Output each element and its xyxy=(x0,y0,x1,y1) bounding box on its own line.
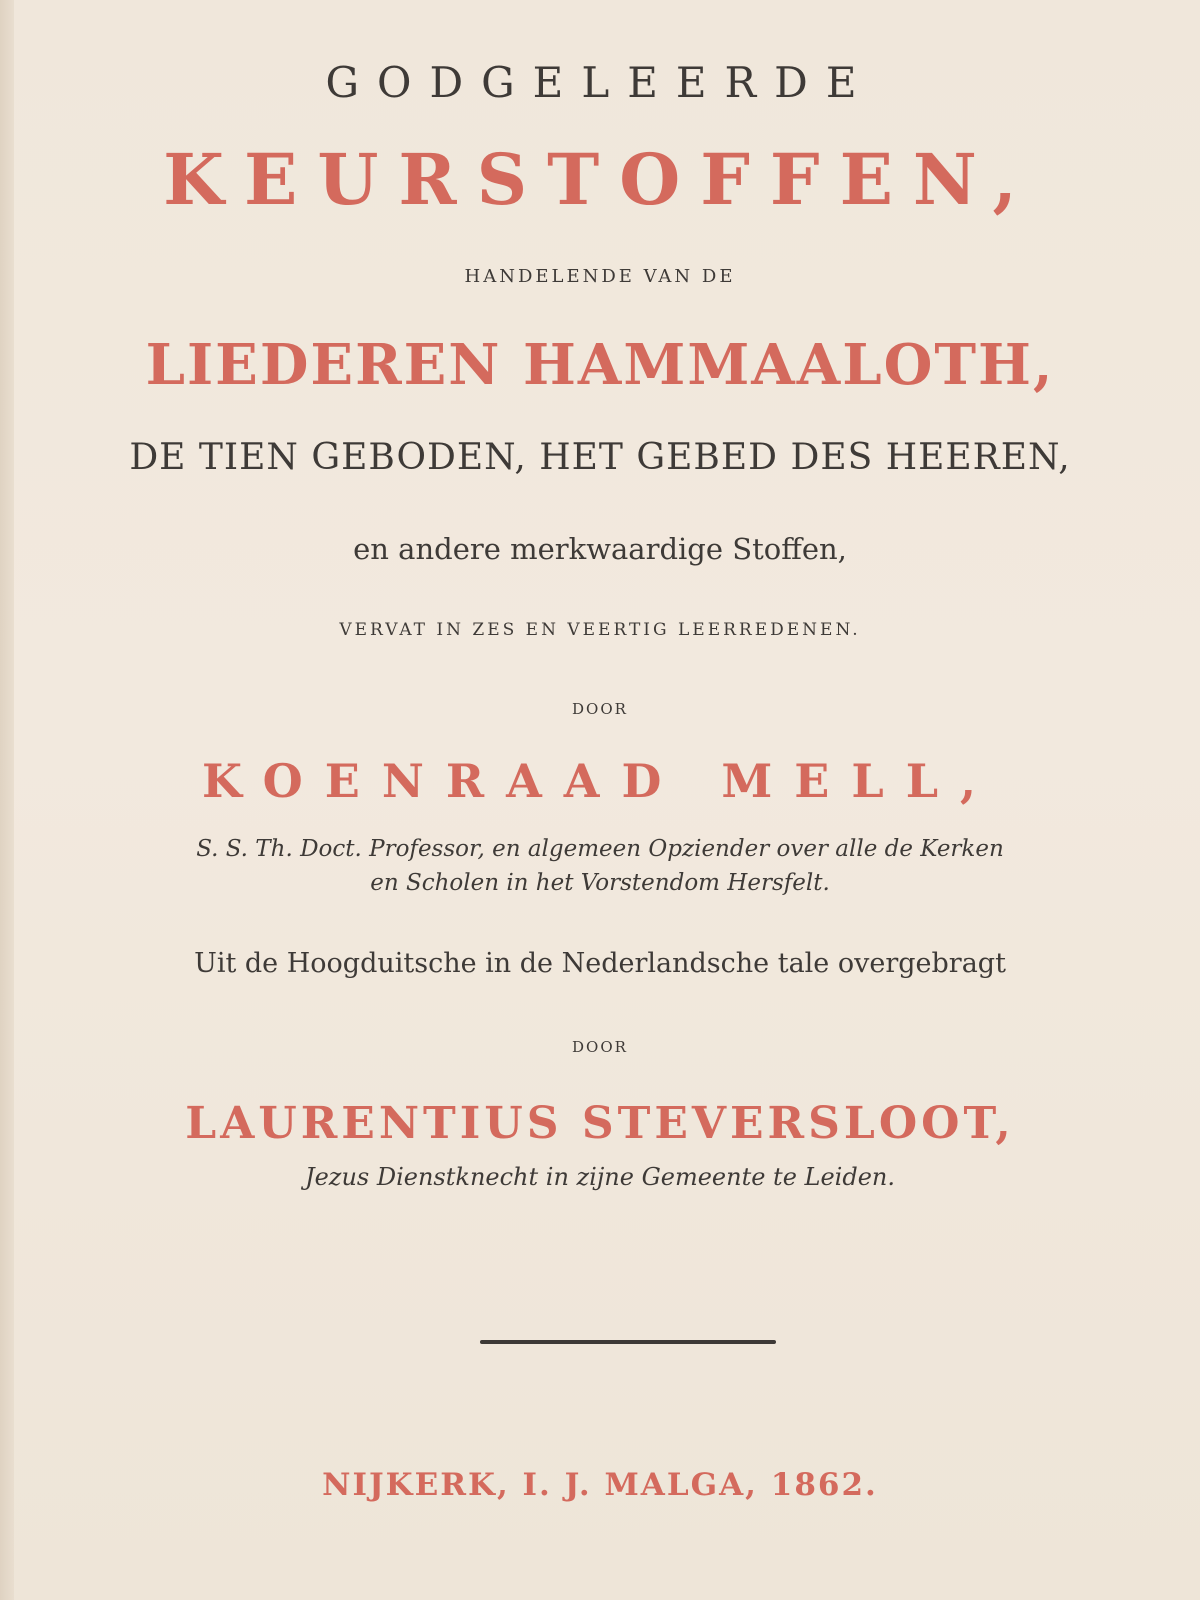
translator-name: LAURENTIUS STEVERSLOOT, xyxy=(185,1098,1015,1149)
subtitle-1: HANDELENDE VAN DE xyxy=(464,266,736,287)
subtitle-5: VERVAT IN ZES EN VEERTIG LEERREDENEN. xyxy=(339,620,861,640)
translator-desc: Jezus Dienstknecht in zijne Gemeente te Leiden. xyxy=(304,1163,895,1191)
author-desc-1: S. S. Th. Doct. Professor, en algemeen Opziender over alle de Kerken xyxy=(196,836,1004,862)
door-2: DOOR xyxy=(572,1038,628,1056)
author-name: KOENRAAD MELL, xyxy=(201,754,999,808)
subtitle-3: DE TIEN GEBODEN, HET GEBED DES HEEREN, xyxy=(129,437,1071,478)
translation-line: Uit de Hoogduitsche in de Nederlandsche tale overgebragt xyxy=(194,948,1006,979)
title-line-2: KEURSTOFFEN, xyxy=(163,138,1037,221)
title-line-1: GODGELEERDE xyxy=(325,58,875,107)
subtitle-4: en andere merkwaardige Stoffen, xyxy=(353,532,847,566)
door-1: DOOR xyxy=(572,700,628,718)
subtitle-2: LIEDEREN HAMMAALOTH, xyxy=(145,332,1055,398)
imprint-line: NIJKERK, I. J. MALGA, 1862. xyxy=(322,1467,878,1503)
decorative-rule xyxy=(480,1340,776,1344)
author-desc-2: en Scholen in het Vorstendom Hersfelt. xyxy=(370,870,830,896)
